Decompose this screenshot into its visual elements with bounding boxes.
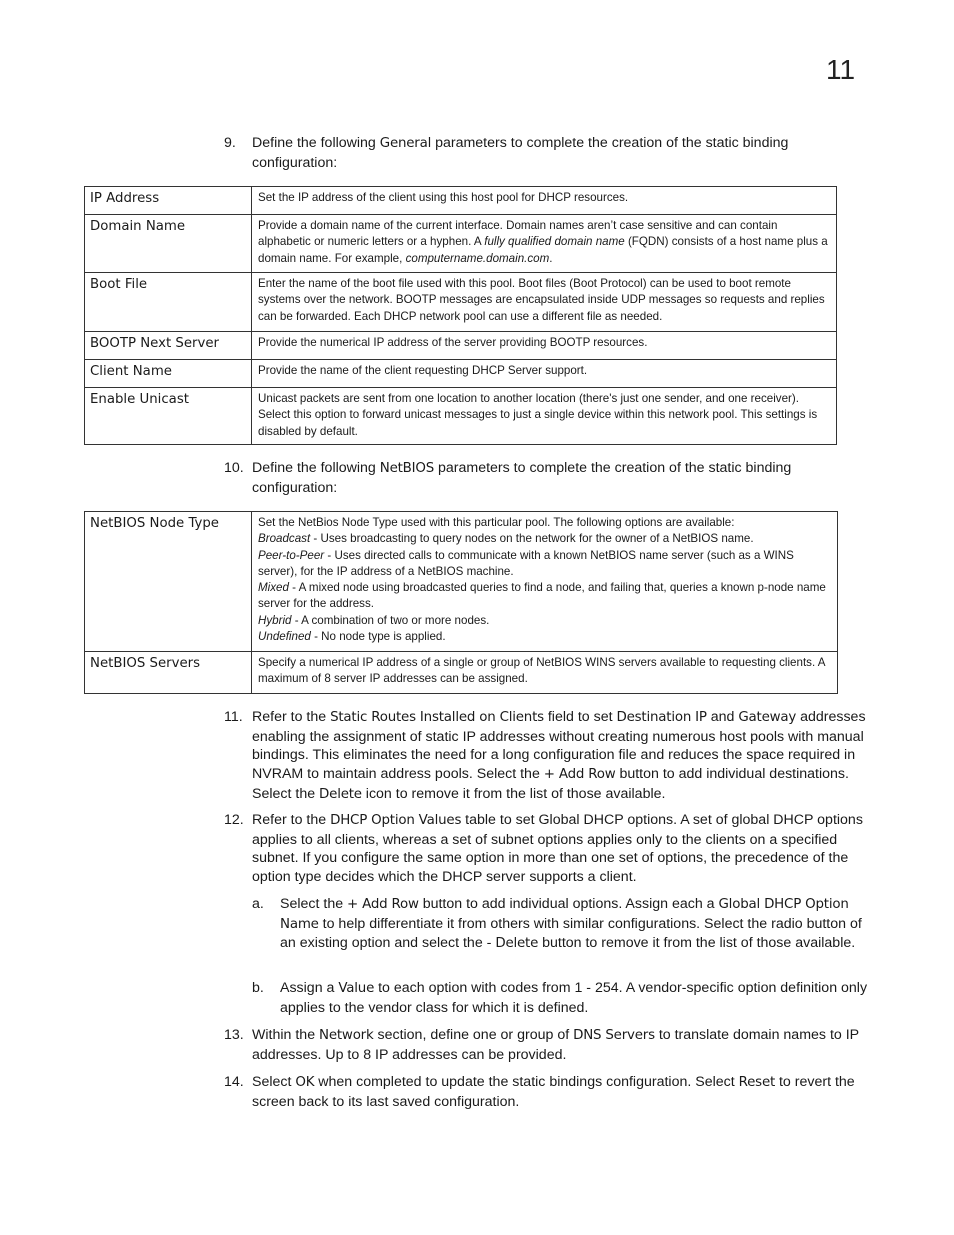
param-name: BOOTP Next Server bbox=[85, 332, 252, 360]
step-12 bbox=[224, 811, 872, 887]
step-text: Define the following NetBIOS parameters to complete the creation of the static binding configuration: bbox=[252, 460, 792, 496]
ui-term: + Add Row bbox=[347, 897, 419, 912]
step-text: Refer to the DHCP Option Values table to set Global DHCP options. A set of global DHCP options applies to all clients, whereas a set of subnet options applies only to the clients on a specified subnet. If you configure the same option in more than one set of options, the precedence of the option type decides which the DHCP server supports a client. bbox=[252, 812, 863, 886]
table-row bbox=[85, 360, 837, 388]
step-text: Within the Network section, define one or group of DNS Servers to translate domain names to IP addresses. Up to 8 IP addresses can be provided. bbox=[252, 1027, 859, 1063]
table-row bbox=[85, 187, 837, 215]
step-9 bbox=[224, 134, 872, 172]
ui-term: - Delete bbox=[486, 936, 539, 952]
ui-term: Destination IP bbox=[616, 710, 707, 725]
step-12b bbox=[252, 979, 872, 1017]
param-description: Provide the name of the client requesting DHCP Server support. bbox=[252, 360, 837, 388]
ui-term: Global DHCP Option Name bbox=[280, 897, 849, 932]
ui-term: General bbox=[379, 136, 432, 151]
ui-term: + Add Row bbox=[543, 767, 616, 783]
ui-term: NetBIOS bbox=[379, 461, 435, 476]
step-number: 13. bbox=[224, 1027, 244, 1043]
step-14 bbox=[224, 1073, 872, 1111]
param-description: Provide the numerical IP address of the server providing BOOTP resources. bbox=[252, 332, 837, 360]
ui-term: OK bbox=[295, 1075, 315, 1090]
param-description: Set the IP address of the client using this host pool for DHCP resources. bbox=[252, 187, 837, 215]
table-row bbox=[85, 273, 837, 332]
param-name: Boot File bbox=[85, 273, 252, 332]
table-row bbox=[85, 332, 837, 360]
step-number: 9. bbox=[224, 135, 236, 151]
param-name: Enable Unicast bbox=[85, 388, 252, 445]
param-name: NetBIOS Node Type bbox=[85, 512, 252, 652]
step-text: Select the + Add Row button to add individual options. Assign each a Global DHCP Option Name to help differentiate it from others with similar configurations. Select the radio button of an existing option and select the - Delete button to remove it from the list of those available. bbox=[280, 896, 862, 952]
table-row bbox=[85, 388, 837, 445]
table-row bbox=[85, 652, 838, 694]
ui-term: Reset bbox=[738, 1075, 776, 1090]
step-12a bbox=[252, 895, 872, 954]
step-number: a. bbox=[252, 896, 264, 912]
step-13 bbox=[224, 1026, 872, 1064]
param-description: Unicast packets are sent from one location to another location (there's just one sender, and one receiver). Select this option to forward unicast messages to just a single device within this network pool. This settings is disabled by default. bbox=[252, 388, 837, 445]
param-description: Provide a domain name of the current interface. Domain names aren’t case sensitive and can contain alphabetic or numeric letters or a hyphen. A fully qualified domain name (FQDN) consists of a host name plus a domain name. For example, computername.domain.com. bbox=[252, 215, 837, 273]
param-name: NetBIOS Servers bbox=[85, 652, 252, 694]
step-text: Define the following General parameters to complete the creation of the static binding configuration: bbox=[252, 135, 789, 171]
ui-term: Delete bbox=[319, 786, 362, 802]
step-11 bbox=[224, 708, 872, 805]
ui-term: Gateway bbox=[738, 710, 797, 725]
step-10 bbox=[224, 459, 872, 497]
param-description: Specify a numerical IP address of a single or group of NetBIOS WINS servers available to requesting clients. A maximum of 8 server IP addresses can be assigned. bbox=[252, 652, 838, 694]
step-text: Refer to the Static Routes Installed on Clients field to set Destination IP and Gateway addresses enabling the assignment of static IP addresses without creating numerous host pools with manual bindings. This eliminates the need for a long configuration file and reduces the space required in NVRAM to maintain address pools. Select the + Add Row button to add individual destinations. Select the Delete icon to remove it from the list of those available. bbox=[252, 709, 866, 802]
step-text: Select OK when completed to update the static bindings configuration. Select Reset to revert the screen back to its last saved configuration. bbox=[252, 1074, 855, 1110]
step-number: b. bbox=[252, 980, 264, 996]
param-description: Enter the name of the boot file used with this pool. Boot files (Boot Protocol) can be used to boot remote systems over the network. BOOTP messages are encapsulated inside UDP messages so requests and replies can be forwarded. Each DHCP network pool can use a different file as needed. bbox=[252, 273, 837, 332]
chapter-number: 11 bbox=[826, 54, 856, 85]
param-name: IP Address bbox=[85, 187, 252, 215]
step-number: 14. bbox=[224, 1074, 244, 1090]
step-text: Assign a Value to each option with codes from 1 - 254. A vendor-specific option definition only applies to the vendor class for which it is defined. bbox=[280, 980, 868, 1016]
ui-term: DNS Servers bbox=[573, 1028, 655, 1043]
ui-term: Value bbox=[338, 981, 375, 996]
param-description: Set the NetBios Node Type used with this particular pool. The following options are available: Broadcast - Uses broadcasting to query nodes on the network for the owner of a NetBIOS name. Peer-to-Peer - Uses directed calls to communicate with a known NetBIOS name server (such as a WINS server), for the IP address of a NetBIOS machine. Mixed - A mixed node using broadcasted queries to find a node, and failing that, queries a known p-node name server for the address. Hybrid - A combination of two or more nodes. Undefined - No node type is applied. bbox=[252, 512, 838, 652]
step-number: 11. bbox=[224, 709, 243, 725]
general-parameters-table bbox=[84, 186, 837, 445]
param-name: Domain Name bbox=[85, 215, 252, 273]
ui-term: DHCP Option Values bbox=[330, 813, 462, 828]
table-row bbox=[85, 215, 837, 273]
ui-term: Static Routes Installed on Clients bbox=[330, 710, 544, 725]
ui-term: Network bbox=[319, 1028, 374, 1043]
step-number: 12. bbox=[224, 812, 244, 828]
table-row bbox=[85, 512, 838, 652]
netbios-parameters-table bbox=[84, 511, 838, 694]
param-name: Client Name bbox=[85, 360, 252, 388]
step-number: 10. bbox=[224, 460, 244, 476]
